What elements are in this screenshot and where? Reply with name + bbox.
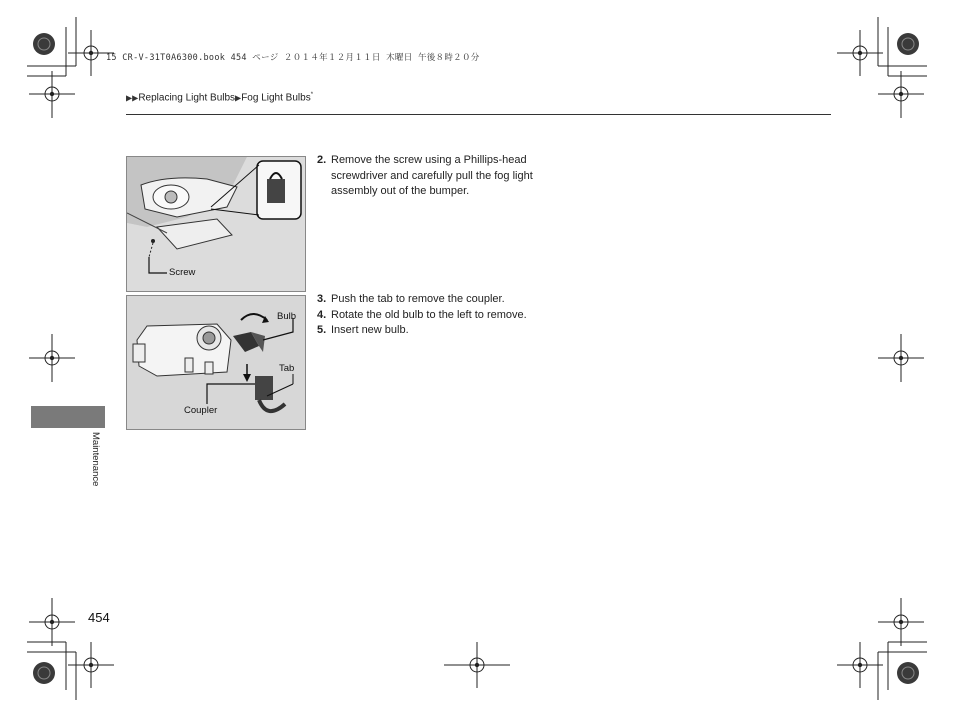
chapter-side-tab[interactable] xyxy=(31,406,105,428)
step-text: Rotate the old bulb to the left to remove. xyxy=(331,308,527,321)
step-text: Insert new bulb. xyxy=(331,324,409,336)
breadcrumb xyxy=(126,92,313,103)
breadcrumb-topic: Fog Light Bulbs xyxy=(241,92,311,104)
step-number: 2. xyxy=(317,154,327,166)
coupler-label: Coupler xyxy=(184,405,218,416)
fog-light-bulb-illustration xyxy=(126,295,306,430)
step-text: Push the tab to remove the coupler. xyxy=(331,293,505,305)
step-number: 4. xyxy=(317,308,327,321)
step-2-block xyxy=(317,153,556,200)
tab-label: Tab xyxy=(279,363,295,374)
instruction-step xyxy=(317,308,556,324)
step-number: 5. xyxy=(317,324,327,336)
breadcrumb-arrows: ▶▶ xyxy=(126,93,139,103)
bumper-drawing xyxy=(127,157,305,291)
fog-light-screw-illustration xyxy=(126,156,306,292)
instruction-step xyxy=(317,292,556,308)
book-print-line: 15 CR-V-31T0A6300.book 454 ページ ２０１４年１２月１１日 木曜日 午後８時２０分 xyxy=(106,53,480,63)
header-rule xyxy=(126,114,831,115)
breadcrumb-separator: ▶ xyxy=(235,93,242,103)
chapter-side-label: Maintenance xyxy=(90,432,101,487)
screw-label: Screw xyxy=(169,267,196,278)
page-number: 454 xyxy=(88,610,110,625)
steps-3-5-block xyxy=(317,292,556,339)
bulb-label: Bulb xyxy=(277,311,297,322)
step-number: 3. xyxy=(317,293,327,305)
instruction-step xyxy=(317,153,556,200)
breadcrumb-section-link[interactable]: Replacing Light Bulbs xyxy=(138,92,236,104)
breadcrumb-footnote-mark: * xyxy=(310,92,314,98)
step-text: Remove the screw using a Phillips-head screwdriver and carefully pull the fog light assembly out of the bumper. xyxy=(331,154,533,197)
instruction-step xyxy=(317,323,556,339)
